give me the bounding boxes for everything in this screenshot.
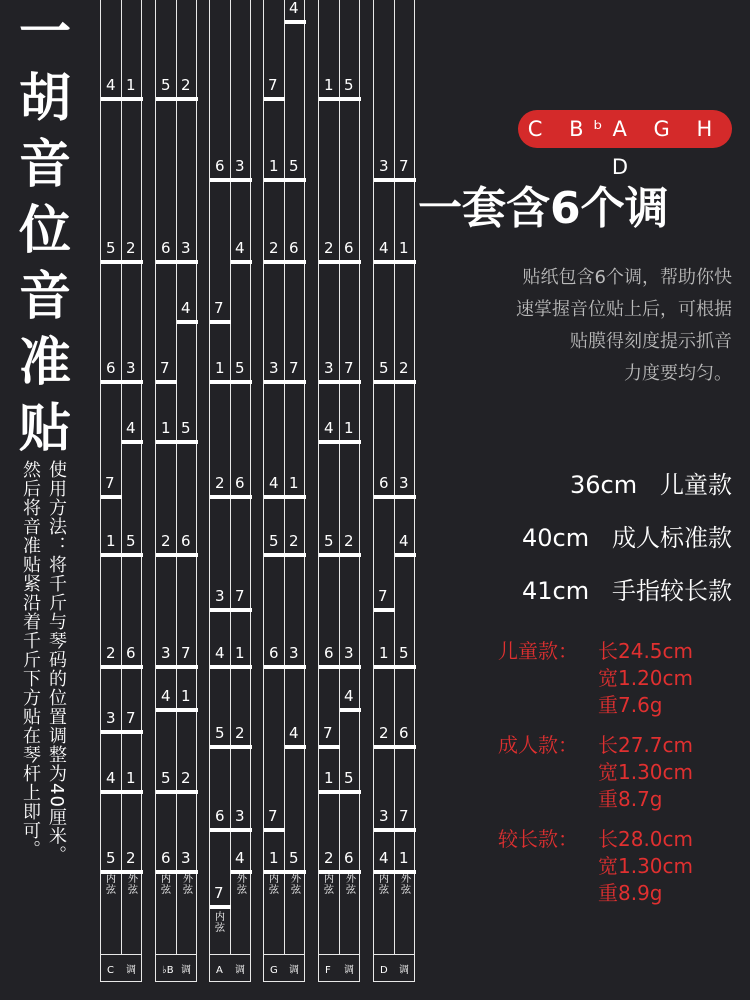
note-number: 1 bbox=[324, 769, 334, 787]
size-length: 41cm bbox=[521, 577, 590, 605]
strip-key-footer bbox=[319, 954, 359, 981]
note-number: 7 bbox=[378, 587, 388, 605]
position-line bbox=[374, 828, 416, 832]
note-number: 6 bbox=[126, 644, 136, 662]
position-line bbox=[374, 608, 395, 612]
position-line bbox=[156, 708, 198, 712]
note-number: 1 bbox=[289, 474, 299, 492]
spec-weight: 重8.7g bbox=[598, 787, 663, 811]
string-divider bbox=[284, 0, 285, 955]
note-number: 5 bbox=[379, 359, 389, 377]
note-number: 6 bbox=[399, 724, 409, 742]
note-number: 3 bbox=[399, 474, 409, 492]
position-line bbox=[101, 495, 122, 499]
spec-length: 长27.7cm bbox=[598, 733, 694, 757]
vertical-title bbox=[6, 0, 84, 462]
note-number: 1 bbox=[269, 849, 279, 867]
note-number: 4 bbox=[344, 687, 354, 705]
outer-string-label: 外弦 bbox=[346, 874, 356, 896]
note-number: 4 bbox=[235, 239, 245, 257]
note-number: 7 bbox=[268, 807, 278, 825]
position-line bbox=[319, 260, 361, 264]
position-line bbox=[210, 665, 252, 669]
position-line bbox=[101, 730, 143, 734]
string-divider bbox=[230, 0, 231, 955]
position-line bbox=[122, 440, 143, 444]
note-number: 6 bbox=[379, 474, 389, 492]
note-number: 6 bbox=[106, 359, 116, 377]
note-number: 2 bbox=[379, 724, 389, 742]
note-number: 4 bbox=[106, 769, 116, 787]
note-number: 6 bbox=[269, 644, 279, 662]
note-number: 3 bbox=[235, 157, 245, 175]
position-line bbox=[374, 495, 416, 499]
position-line bbox=[210, 380, 252, 384]
description-line: 贴纸包含6个调，帮助你快 bbox=[522, 267, 732, 288]
position-line bbox=[374, 178, 416, 182]
strip-C bbox=[100, 0, 142, 982]
spec-width: 宽1.30cm bbox=[598, 760, 694, 784]
note-number: 2 bbox=[181, 76, 191, 94]
note-number: 1 bbox=[379, 644, 389, 662]
note-number: 1 bbox=[215, 359, 225, 377]
string-divider bbox=[394, 0, 395, 955]
position-line bbox=[210, 828, 252, 832]
position-line bbox=[264, 553, 306, 557]
size-adult bbox=[522, 518, 732, 553]
inner-string-label: 内弦 bbox=[161, 874, 171, 896]
outer-string-label: 外弦 bbox=[291, 874, 301, 896]
note-number: 5 bbox=[161, 76, 171, 94]
note-number: 4 bbox=[379, 239, 389, 257]
position-line bbox=[210, 905, 231, 909]
note-number: 5 bbox=[324, 532, 334, 550]
note-number: 2 bbox=[235, 724, 245, 742]
strip-key-footer bbox=[210, 954, 250, 981]
position-line bbox=[210, 608, 252, 612]
note-number: 6 bbox=[235, 474, 245, 492]
note-number: 3 bbox=[269, 359, 279, 377]
note-number: 3 bbox=[324, 359, 334, 377]
usage-instructions-col1: 使用方法：将千斤与琴码的位置调整为40厘米。 bbox=[46, 460, 67, 865]
note-number: 3 bbox=[379, 807, 389, 825]
note-number: 2 bbox=[324, 239, 334, 257]
usage-instructions-col2: 然后将音准贴紧沿着千斤下方贴在琴杆上即可。 bbox=[20, 460, 41, 859]
note-number: 5 bbox=[106, 849, 116, 867]
size-length: 40cm bbox=[521, 524, 590, 552]
strip-key: A bbox=[216, 965, 223, 976]
position-line bbox=[319, 745, 340, 749]
note-number: 6 bbox=[289, 239, 299, 257]
note-number: 2 bbox=[399, 359, 409, 377]
note-number: 6 bbox=[181, 532, 191, 550]
title-char: 一 bbox=[18, 2, 71, 63]
strip-key-suffix: 调 bbox=[399, 965, 409, 976]
note-number: 6 bbox=[344, 239, 354, 257]
note-number: 5 bbox=[181, 419, 191, 437]
position-line bbox=[285, 20, 306, 24]
note-number: 4 bbox=[289, 0, 299, 17]
position-line bbox=[210, 178, 252, 182]
note-number: 2 bbox=[269, 239, 279, 257]
note-number: 1 bbox=[161, 419, 171, 437]
position-line bbox=[264, 260, 306, 264]
inner-string-label: 内弦 bbox=[379, 874, 389, 896]
note-number: 4 bbox=[181, 299, 191, 317]
description-line: 速掌握音位贴上后，可根据 bbox=[516, 299, 732, 320]
size-length: 36cm bbox=[569, 471, 638, 499]
note-number: 2 bbox=[181, 769, 191, 787]
position-line bbox=[374, 260, 416, 264]
note-number: 5 bbox=[289, 849, 299, 867]
position-line bbox=[285, 745, 306, 749]
position-line bbox=[264, 380, 306, 384]
position-line bbox=[319, 553, 361, 557]
note-number: 5 bbox=[289, 157, 299, 175]
outer-string-label: 外弦 bbox=[128, 874, 138, 896]
note-number: 2 bbox=[324, 849, 334, 867]
note-number: 7 bbox=[235, 587, 245, 605]
position-line bbox=[374, 380, 416, 384]
position-line bbox=[101, 553, 143, 557]
note-number: 1 bbox=[399, 239, 409, 257]
strip-key-suffix: 调 bbox=[181, 965, 191, 976]
spec-width: 宽1.30cm bbox=[598, 854, 694, 878]
note-number: 5 bbox=[399, 644, 409, 662]
position-line bbox=[319, 97, 361, 101]
position-line bbox=[395, 553, 416, 557]
strip-key-footer bbox=[156, 954, 196, 981]
spec-length: 长24.5cm bbox=[598, 639, 694, 663]
size-name: 手指较长款 bbox=[612, 577, 732, 605]
note-number: 4 bbox=[161, 687, 171, 705]
position-line bbox=[319, 440, 361, 444]
note-number: 7 bbox=[126, 709, 136, 727]
position-line bbox=[156, 790, 198, 794]
string-divider bbox=[121, 0, 122, 955]
position-line bbox=[101, 665, 143, 669]
position-line bbox=[156, 260, 198, 264]
note-number: 5 bbox=[235, 359, 245, 377]
note-number: 5 bbox=[269, 532, 279, 550]
title-char: 贴 bbox=[18, 398, 71, 459]
strip-key-footer bbox=[101, 954, 141, 981]
note-number: 3 bbox=[161, 644, 171, 662]
size-name: 儿童款 bbox=[660, 471, 732, 499]
position-line bbox=[374, 665, 416, 669]
inner-string-label: 内弦 bbox=[106, 874, 116, 896]
position-line bbox=[340, 708, 361, 712]
note-number: 3 bbox=[181, 849, 191, 867]
note-number: 3 bbox=[344, 644, 354, 662]
note-number: 6 bbox=[215, 157, 225, 175]
strip-key: D bbox=[380, 965, 388, 976]
note-number: 1 bbox=[235, 644, 245, 662]
position-line bbox=[101, 380, 143, 384]
note-number: 5 bbox=[215, 724, 225, 742]
note-number: 3 bbox=[106, 709, 116, 727]
note-number: 1 bbox=[181, 687, 191, 705]
spec-label: 儿童款： bbox=[498, 639, 578, 663]
note-number: 5 bbox=[161, 769, 171, 787]
strip-G bbox=[263, 0, 305, 982]
note-number: 5 bbox=[106, 239, 116, 257]
note-number: 2 bbox=[215, 474, 225, 492]
strip-F bbox=[318, 0, 360, 982]
note-number: 5 bbox=[126, 532, 136, 550]
keys-badge: C BᵇA G H D bbox=[518, 110, 732, 148]
note-number: 2 bbox=[289, 532, 299, 550]
position-line bbox=[264, 495, 306, 499]
strip-key: ♭B bbox=[162, 965, 174, 976]
note-number: 7 bbox=[105, 474, 115, 492]
position-line bbox=[319, 665, 361, 669]
note-number: 7 bbox=[399, 157, 409, 175]
outer-string-label: 外弦 bbox=[183, 874, 193, 896]
spec-adult bbox=[498, 732, 693, 813]
headline: 一套含6个调 bbox=[418, 183, 669, 234]
note-number: 7 bbox=[289, 359, 299, 377]
position-line bbox=[210, 320, 231, 324]
description-line: 力度要均匀。 bbox=[624, 363, 732, 384]
note-number: 1 bbox=[106, 532, 116, 550]
spec-width: 宽1.20cm bbox=[598, 666, 694, 690]
inner-string-label: 内弦 bbox=[269, 874, 279, 896]
note-number: 4 bbox=[379, 849, 389, 867]
strip-key-suffix: 调 bbox=[235, 965, 245, 976]
note-number: 7 bbox=[344, 359, 354, 377]
strip-key: C bbox=[107, 965, 114, 976]
note-number: 3 bbox=[379, 157, 389, 175]
position-line bbox=[156, 380, 177, 384]
size-long bbox=[522, 571, 732, 606]
position-line bbox=[101, 790, 143, 794]
note-number: 6 bbox=[215, 807, 225, 825]
position-line bbox=[319, 790, 361, 794]
note-number: 3 bbox=[215, 587, 225, 605]
spec-label: 成人款： bbox=[498, 733, 578, 757]
spec-weight: 重7.6g bbox=[598, 693, 663, 717]
note-number: 7 bbox=[181, 644, 191, 662]
strip-A bbox=[209, 0, 251, 982]
note-number: 4 bbox=[324, 419, 334, 437]
position-line bbox=[177, 320, 198, 324]
strip-flat-B bbox=[155, 0, 197, 982]
position-line bbox=[101, 260, 143, 264]
size-child bbox=[570, 465, 732, 500]
note-number: 7 bbox=[214, 884, 224, 902]
note-number: 7 bbox=[399, 807, 409, 825]
outer-string-label: 外弦 bbox=[401, 874, 411, 896]
strip-key-suffix: 调 bbox=[344, 965, 354, 976]
note-number: 2 bbox=[126, 239, 136, 257]
description-line: 贴膜得刻度提示抓音 bbox=[570, 331, 732, 352]
position-line bbox=[156, 97, 198, 101]
position-line bbox=[264, 828, 285, 832]
string-divider bbox=[176, 0, 177, 955]
note-number: 4 bbox=[235, 849, 245, 867]
strip-key-footer bbox=[264, 954, 304, 981]
position-line bbox=[210, 495, 252, 499]
position-line bbox=[156, 553, 198, 557]
title-char: 位 bbox=[18, 200, 71, 261]
note-number: 1 bbox=[126, 76, 136, 94]
note-number: 4 bbox=[399, 532, 409, 550]
position-line bbox=[374, 745, 416, 749]
strip-key-suffix: 调 bbox=[126, 965, 136, 976]
strip-D bbox=[373, 0, 415, 982]
strip-key: F bbox=[325, 965, 331, 976]
outer-string-label: 外弦 bbox=[237, 874, 247, 896]
inner-string-label: 内弦 bbox=[215, 912, 225, 934]
note-number: 1 bbox=[324, 76, 334, 94]
note-number: 1 bbox=[269, 157, 279, 175]
position-line bbox=[264, 178, 306, 182]
note-number: 4 bbox=[215, 644, 225, 662]
note-number: 1 bbox=[344, 419, 354, 437]
note-number: 7 bbox=[160, 359, 170, 377]
inner-string-label: 内弦 bbox=[324, 874, 334, 896]
title-char: 准 bbox=[18, 332, 71, 393]
note-number: 6 bbox=[324, 644, 334, 662]
note-number: 3 bbox=[181, 239, 191, 257]
size-name: 成人标准款 bbox=[612, 524, 732, 552]
spec-long bbox=[498, 826, 693, 907]
note-number: 6 bbox=[161, 239, 171, 257]
note-number: 5 bbox=[344, 76, 354, 94]
spec-weight: 重8.9g bbox=[598, 881, 663, 905]
note-number: 4 bbox=[126, 419, 136, 437]
strip-key-suffix: 调 bbox=[289, 965, 299, 976]
note-number: 5 bbox=[344, 769, 354, 787]
note-number: 1 bbox=[126, 769, 136, 787]
position-line bbox=[319, 380, 361, 384]
note-number: 2 bbox=[161, 532, 171, 550]
note-number: 4 bbox=[106, 76, 116, 94]
note-number: 7 bbox=[214, 299, 224, 317]
note-number: 4 bbox=[269, 474, 279, 492]
title-char: 音 bbox=[18, 134, 71, 195]
position-line bbox=[101, 97, 143, 101]
note-number: 2 bbox=[344, 532, 354, 550]
note-number: 2 bbox=[106, 644, 116, 662]
strip-key: G bbox=[270, 965, 278, 976]
spec-label: 较长款： bbox=[498, 827, 578, 851]
spec-child bbox=[498, 638, 693, 719]
description bbox=[442, 262, 732, 390]
spec-length: 长28.0cm bbox=[598, 827, 694, 851]
note-number: 3 bbox=[289, 644, 299, 662]
note-number: 2 bbox=[126, 849, 136, 867]
position-line bbox=[264, 665, 306, 669]
note-number: 3 bbox=[126, 359, 136, 377]
note-number: 6 bbox=[344, 849, 354, 867]
note-number: 7 bbox=[268, 76, 278, 94]
position-line bbox=[264, 97, 285, 101]
string-divider bbox=[339, 0, 340, 955]
position-line bbox=[156, 440, 198, 444]
strip-key-footer bbox=[374, 954, 414, 981]
note-number: 3 bbox=[235, 807, 245, 825]
position-line bbox=[231, 260, 252, 264]
position-line bbox=[210, 745, 252, 749]
title-char: 胡 bbox=[18, 68, 71, 129]
note-number: 1 bbox=[399, 849, 409, 867]
note-number: 7 bbox=[323, 724, 333, 742]
title-char: 音 bbox=[18, 266, 71, 327]
note-number: 4 bbox=[289, 724, 299, 742]
position-line bbox=[156, 665, 198, 669]
note-number: 6 bbox=[161, 849, 171, 867]
